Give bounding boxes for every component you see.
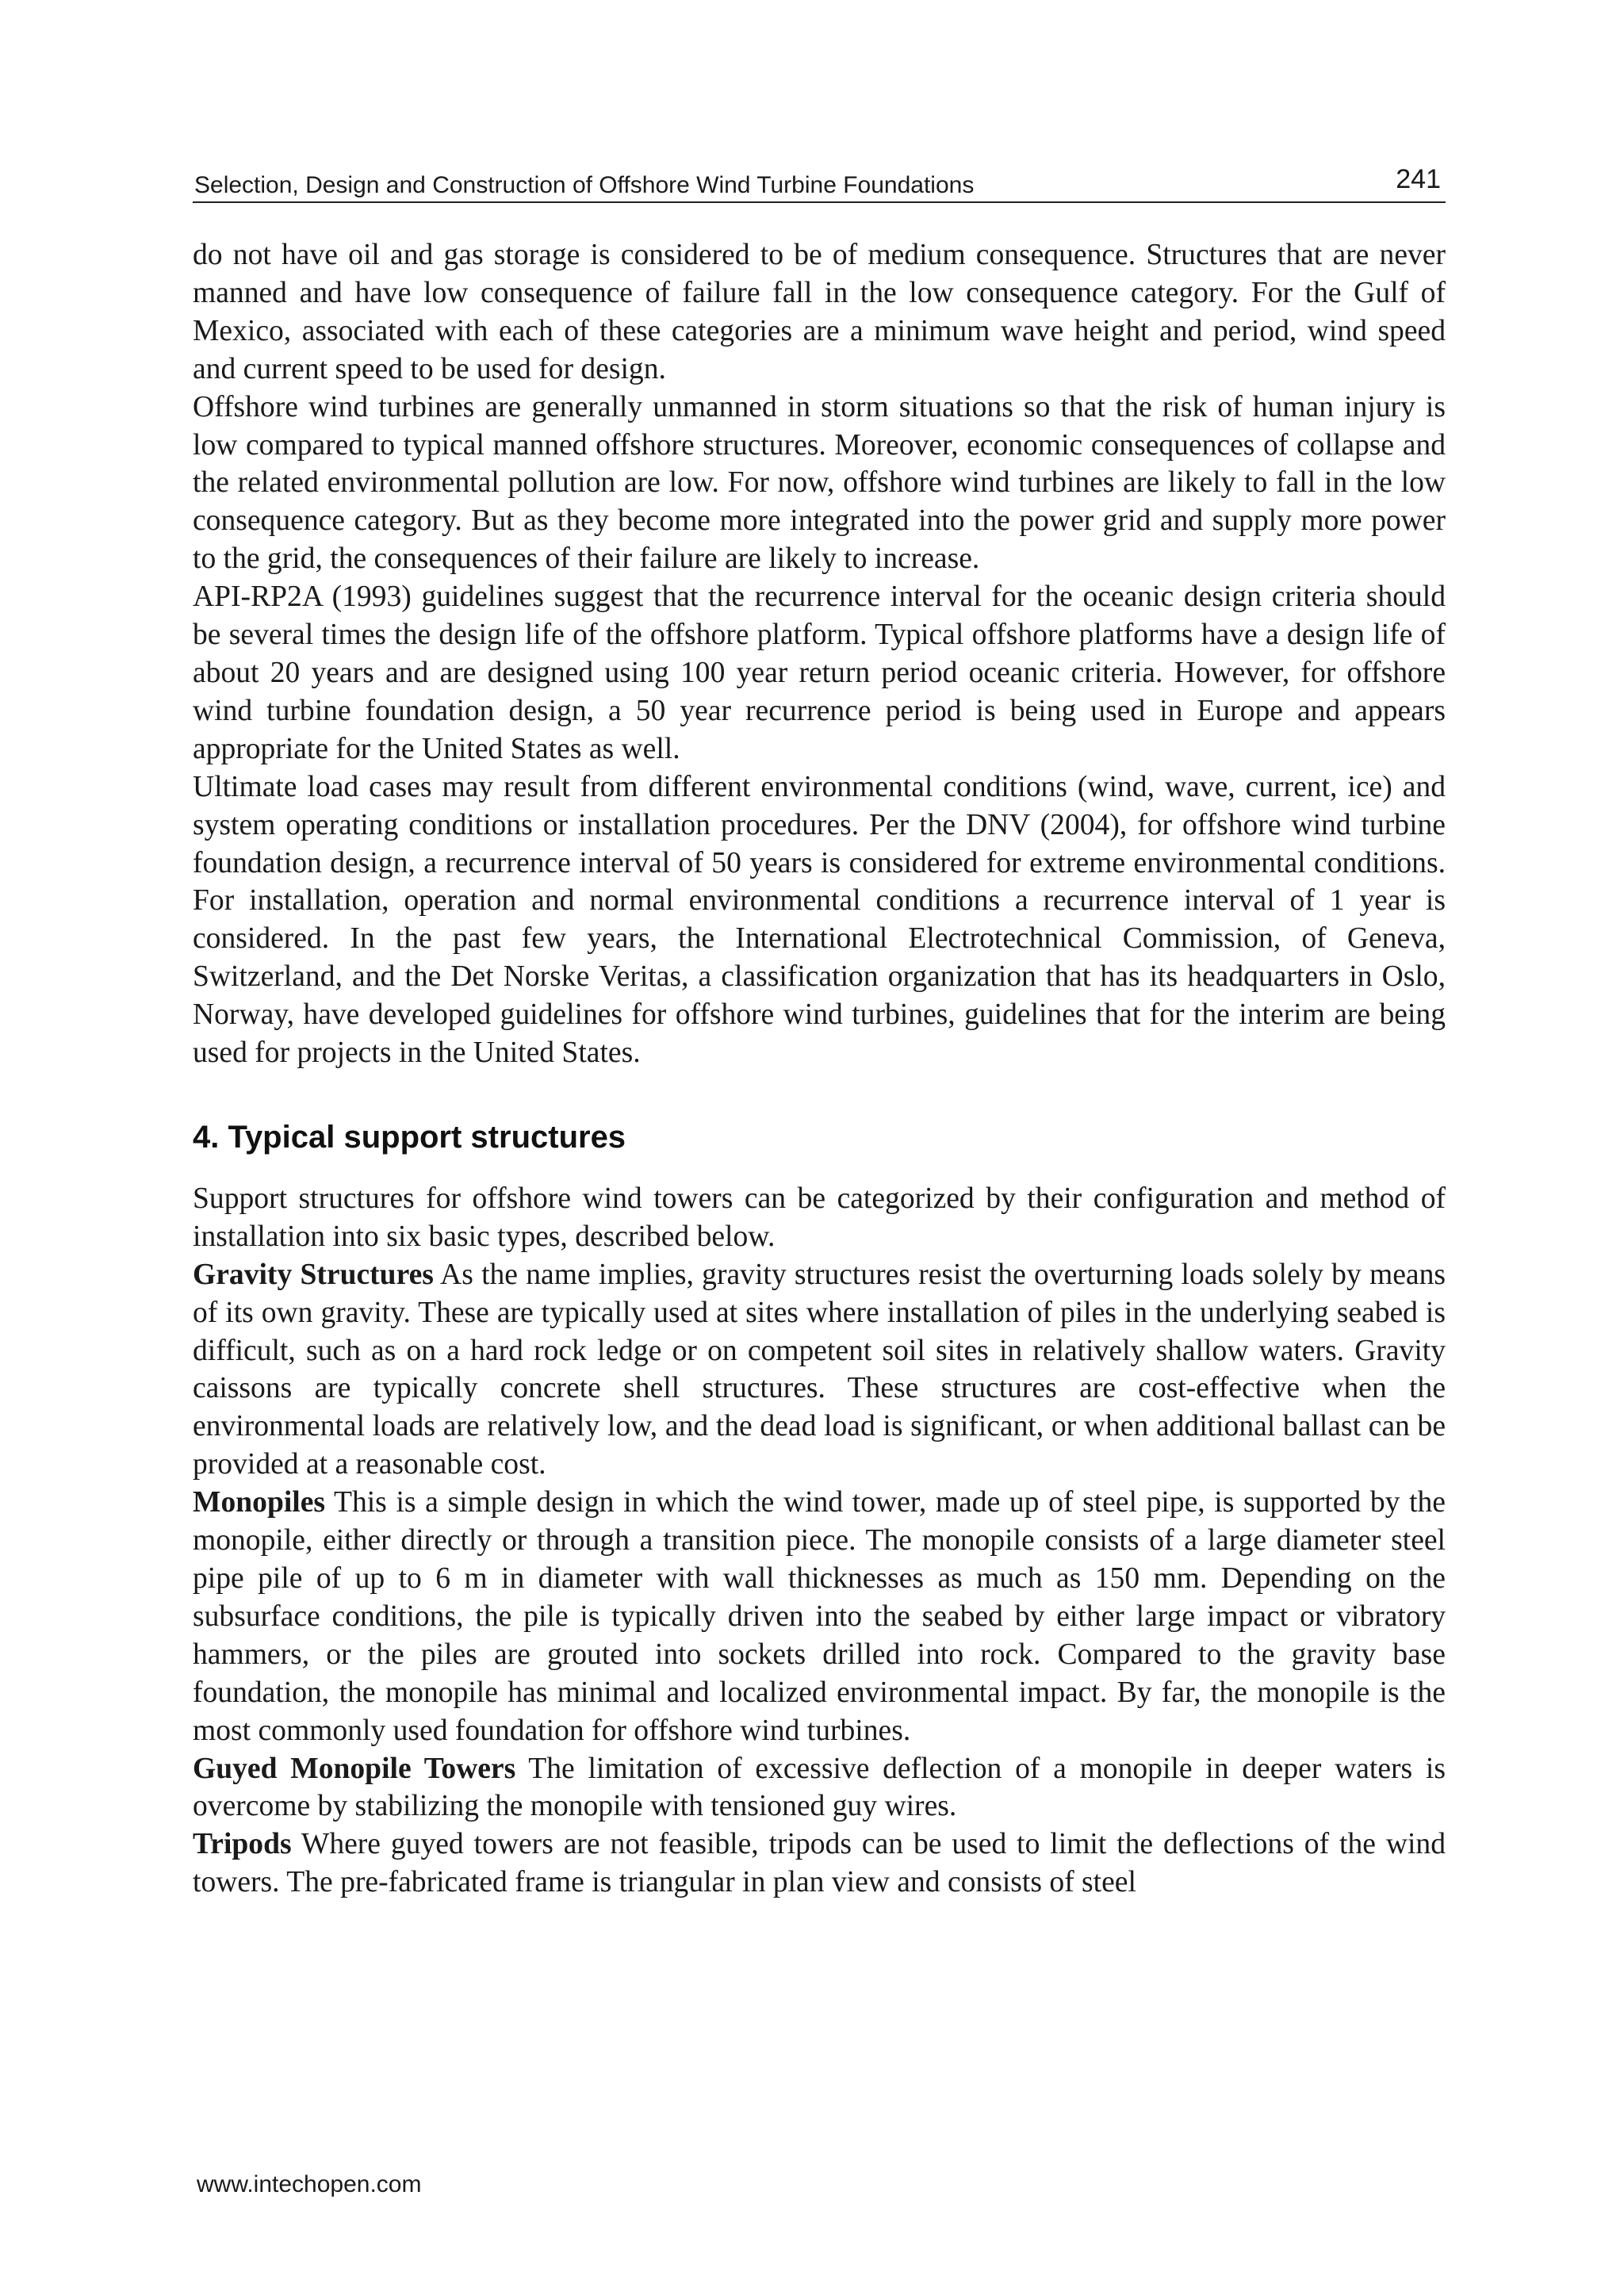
section-heading: 4. Typical support structures: [193, 1119, 626, 1155]
paragraph: Offshore wind turbines are generally unmanned in storm situations so that the risk of human injury is low compared to typical manned offshore structures. Moreover, economic consequences of collapse and the related environmental pollution are low. For now, offshore wind turbines are likely to fall in the low consequence category. But as they become more integrated into the power grid and supply more power to the grid, the consequences of their failure are likely to increase.: [193, 390, 1446, 576]
page-number: 241: [1396, 164, 1441, 194]
structure-type-tripods: [193, 1826, 1446, 1902]
term-gravity-structures: Gravity Structures: [193, 1258, 434, 1291]
term-monopiles: Monopiles: [193, 1486, 326, 1519]
structure-type-monopiles: [193, 1484, 1446, 1749]
footer-url[interactable]: www.intechopen.com: [197, 2171, 422, 2197]
paragraph: Ultimate load cases may result from different environmental conditions (wind, wave, current, ice) and system operating conditions or installation procedures. Per the DNV (2004), for offshore wind turbine foundation design, a recurrence interval of 50 years is considered for extreme environmental conditions. For installation, operation and normal environmental conditions a recurrence interval of 1 year is considered. In the past few years, the International Electrotechnical Commission, of Geneva, Switzerland, and the Det Norske Veritas, a classification organization that has its headquarters in Oslo, Norway, have developed guidelines for offshore wind turbines, guidelines that for the interim are being used for projects in the United States.: [193, 770, 1446, 1070]
term-tripods: Tripods: [193, 1828, 292, 1861]
structure-description: Where guyed towers are not feasible, tripods can be used to limit the deflections of the wind towers. The pre-fabricated frame is triangular in plan view and consists of steel: [193, 1828, 1446, 1899]
section-intro: Support structures for offshore wind towers can be categorized by their configuration and method of installation into six basic types, described below.: [193, 1182, 1446, 1253]
paragraph: do not have oil and gas storage is considered to be of medium consequence. Structures that are never manned and have low consequence of failure fall in the low consequence category. For the Gulf of Mexico, associated with each of these categories are a minimum wave height and period, wind speed and current speed to be used for design.: [193, 239, 1446, 385]
structure-type-guyed-monopile: [193, 1750, 1446, 1826]
term-guyed-monopile-towers: Guyed Monopile Towers: [193, 1752, 516, 1785]
structure-description: This is a simple design in which the wind tower, made up of steel pipe, is supported by the monopile, either directly or through a transition piece. The monopile consists of a large diameter steel pipe pile of up to 6 m in diameter with wall thicknesses as much as 150 mm. Depending on the subsurface conditions, the pile is typically driven into the seabed by either large impact or vibratory hammers, or the piles are grouted into sockets drilled into rock. Compared to the gravity base foundation, the monopile has minimal and localized environmental impact. By far, the monopile is the most commonly used foundation for offshore wind turbines.: [193, 1486, 1446, 1747]
structure-type-gravity: [193, 1256, 1446, 1484]
running-header: [193, 163, 1446, 203]
structure-description: The limitation of excessive deflection of a monopile in deeper waters is overcome by stabilizing the monopile with tensioned guy wires.: [193, 1752, 1446, 1823]
structure-description: As the name implies, gravity structures resist the overturning loads solely by means of its own gravity. These are typically used at sites where installation of piles in the underlying seabed is difficult, such as on a hard rock ledge or on competent soil sites in relatively shallow waters. Gravity caissons are typically concrete shell structures. These structures are cost-effective when the environmental loads are relatively low, and the dead load is significant, or when additional ballast can be provided at a reasonable cost.: [193, 1258, 1446, 1481]
running-title: Selection, Design and Construction of Offshore Wind Turbine Foundations: [194, 172, 975, 198]
body-text: [193, 236, 1446, 1902]
paragraph: API-RP2A (1993) guidelines suggest that the recurrence interval for the oceanic design criteria should be several times the design life of the offshore platform. Typical offshore platforms have a design life of about 20 years and are designed using 100 year return period oceanic criteria. However, for offshore wind turbine foundation design, a 50 year recurrence period is being used in Europe and appears appropriate for the United States as well.: [193, 580, 1446, 765]
